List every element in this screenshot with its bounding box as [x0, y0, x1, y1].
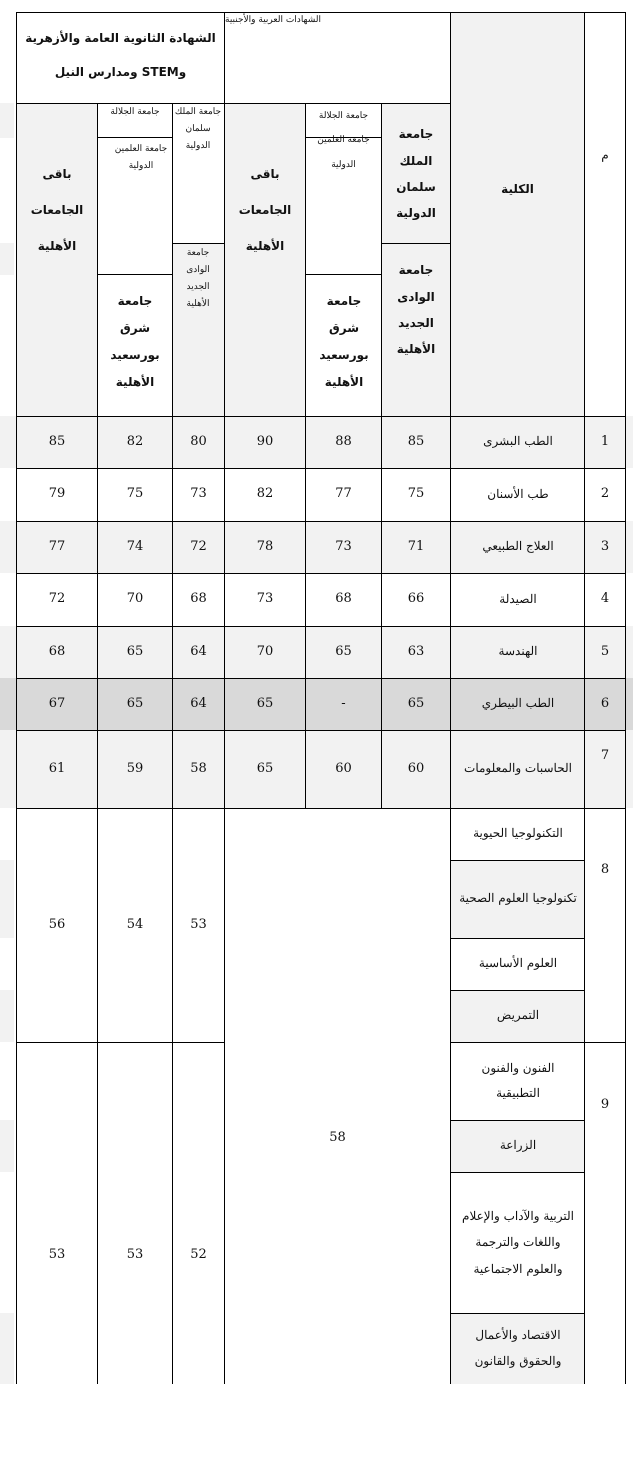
group8-faculty-4: التمريض	[496, 1008, 540, 1023]
group8-faculty-1: التكنولوجيا الحيوية	[473, 826, 563, 841]
row7-l3: 61	[48, 760, 66, 776]
row4-faculty: الصيدلة	[499, 591, 537, 606]
group-right-title: الشهادات العربية والأجنبية	[225, 15, 321, 26]
row4-l2: 70	[126, 591, 144, 607]
row7-l2: 59	[126, 760, 144, 776]
row5-r1: 63	[407, 643, 425, 659]
grid-v	[625, 12, 626, 1384]
row3-l2: 74	[126, 538, 144, 554]
row2-l2: 75	[126, 486, 144, 502]
row7-l1: 58	[190, 760, 207, 776]
row6-l1: 64	[190, 695, 207, 711]
group9-faculty-3: التربية والآداب والإعلام واللغات والترجمة والعلوم الاجتماعية	[462, 1208, 574, 1276]
row5-l3: 68	[48, 643, 66, 659]
row4-r1: 66	[407, 591, 425, 607]
group8-l1: 53	[190, 916, 207, 932]
header-others-left: باقى الجامعات الأهلية	[30, 167, 84, 253]
row5-r2: 65	[335, 643, 352, 659]
row5-l1: 64	[190, 643, 207, 659]
row3-r3: 78	[256, 538, 274, 554]
header-others-right: باقى الجامعات الأهلية	[238, 167, 292, 253]
row6-r2: -	[341, 695, 346, 711]
group8-l2: 54	[126, 916, 144, 932]
row2-r2: 77	[335, 486, 352, 502]
row5-r3: 70	[256, 643, 274, 659]
row6-r3: 65	[256, 695, 274, 711]
group9-l3: 53	[48, 1246, 66, 1262]
row1-m: 1	[600, 433, 610, 449]
row2-faculty: طب الأسنان	[487, 486, 549, 501]
row3-r1: 71	[407, 538, 425, 554]
group8-l3: 56	[48, 916, 66, 932]
group8-faculty-3: العلوم الأساسية	[478, 956, 558, 971]
row4-m: 4	[600, 591, 610, 607]
row5-l2: 65	[126, 643, 144, 659]
header-galala-left: جامعة الجلالة	[110, 107, 160, 118]
row5-m: 5	[600, 643, 610, 659]
row2-m: 2	[600, 486, 610, 502]
row2-l3: 79	[48, 486, 66, 502]
row7-r2: 60	[335, 760, 352, 776]
row3-l1: 72	[190, 538, 207, 554]
group9-faculty-1: الفنون والفنون التطبيقية	[481, 1060, 555, 1100]
row7-r3: 65	[256, 760, 274, 776]
row7-m: 7	[600, 748, 610, 763]
row1-r3: 90	[256, 433, 274, 449]
row1-l3: 85	[48, 433, 66, 449]
row3-m: 3	[600, 538, 610, 554]
row1-faculty: الطب البشرى	[483, 434, 553, 449]
row6-faculty: الطب البيطري	[481, 696, 555, 711]
row2-l1: 73	[190, 486, 207, 502]
header-alamein-left: جامعة العلمين الدولية	[114, 143, 168, 171]
group9-faculty-2: الزراعة	[499, 1138, 537, 1153]
group9-l2: 53	[126, 1246, 144, 1262]
row2-r1: 75	[407, 486, 425, 502]
group-left-title-2: وSTEM ومدارس النيل	[54, 65, 187, 80]
header-salman-left: جامعة الملك سلمان الدولية	[174, 107, 222, 152]
header-wadi-right: جامعة الوادى الجديد الأهلية	[396, 263, 436, 357]
row1-r2: 88	[335, 433, 352, 449]
row1-l2: 82	[126, 433, 144, 449]
row6-r1: 65	[407, 695, 425, 711]
row4-r2: 68	[335, 591, 352, 607]
row4-l3: 72	[48, 591, 66, 607]
row1-r1: 85	[407, 433, 425, 449]
group8-m: 8	[600, 861, 610, 877]
row3-faculty: العلاج الطبيعي	[482, 539, 554, 554]
row7-faculty: الحاسبات والمعلومات	[464, 761, 572, 776]
row4-l1: 68	[190, 591, 207, 607]
merged-right-value: 58	[329, 1129, 346, 1145]
row6-l2: 65	[126, 695, 144, 711]
row7-r1: 60	[407, 760, 425, 776]
row3-r2: 73	[335, 538, 352, 554]
group8-faculty-2: تكنولوجيا العلوم الصحية	[459, 891, 577, 906]
group9-m: 9	[600, 1096, 610, 1112]
row6-l3: 67	[48, 695, 66, 711]
header-portsaid-right: جامعة شرق بورسعيد الأهلية	[319, 294, 369, 389]
col-faculty-header: الكلية	[501, 182, 534, 197]
row2-r3: 82	[256, 486, 274, 502]
row1-l1: 80	[190, 433, 207, 449]
header-portsaid-left: جامعة شرق بورسعيد الأهلية	[110, 294, 160, 389]
col-m-header: م	[601, 147, 609, 162]
group9-l1: 52	[190, 1246, 207, 1262]
group9-faculty-4: الاقتصاد والأعمال والحقوق والقانون	[474, 1328, 562, 1368]
group-left-title-1: الشهادة الثانوية العامة والأزهرية	[25, 31, 216, 46]
row6-m: 6	[600, 695, 610, 711]
row4-r3: 73	[256, 591, 274, 607]
header-wadi-left: جامعة الوادى الجديد الأهلية	[186, 248, 210, 310]
header-salman-right: جامعة الملك سلمان الدولية	[396, 127, 436, 221]
row3-l3: 77	[48, 538, 66, 554]
row5-faculty: الهندسة	[498, 644, 538, 659]
header-galala-alamein-right: جامعة الجلالة جامعة العلمين الدولية	[317, 111, 370, 170]
grid-v	[450, 12, 451, 1384]
